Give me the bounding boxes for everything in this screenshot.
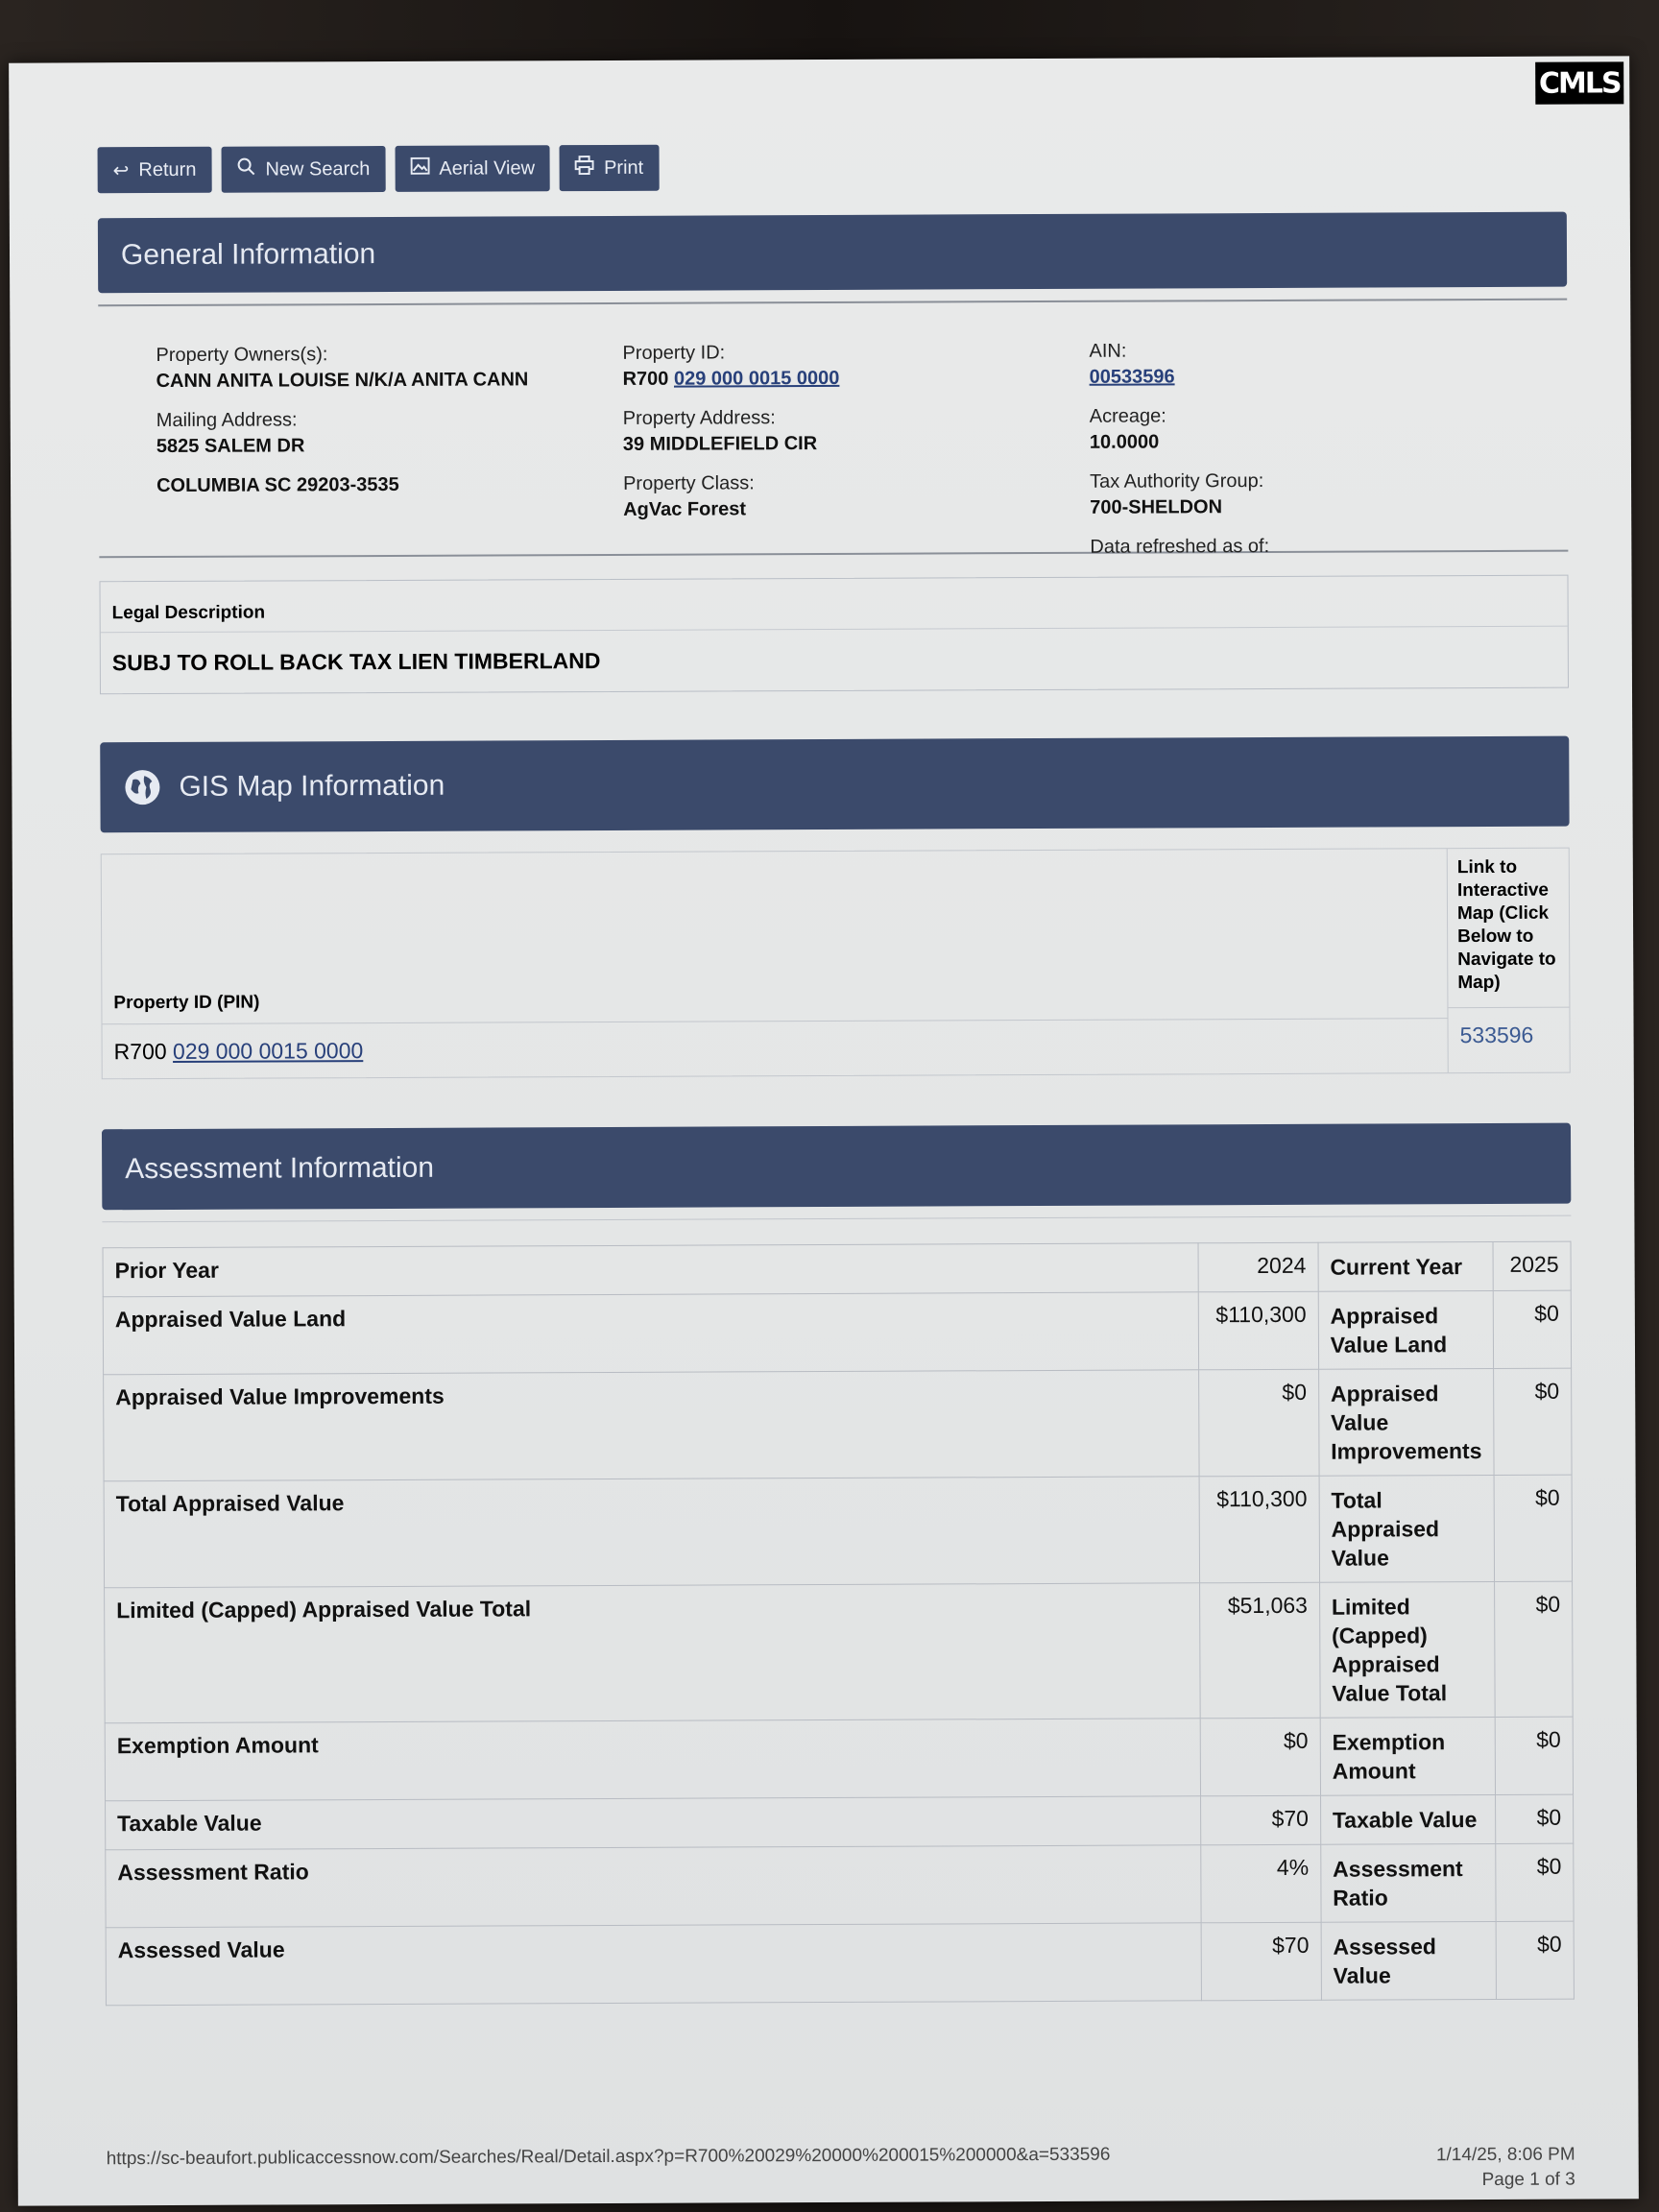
row-label: Appraised Value Improvements [104, 1370, 1199, 1481]
divider [98, 299, 1567, 307]
current-year-label: Assessment Ratio [1321, 1843, 1497, 1922]
current-year-amount: $0 [1494, 1475, 1572, 1581]
acreage-label: Acreage: [1089, 405, 1166, 427]
image-icon [410, 157, 429, 180]
property-id-label: Property ID: [622, 342, 726, 364]
return-arrow-icon: ↩ [112, 159, 130, 181]
assessment-information-header [102, 1123, 1571, 1211]
mailing-address-label: Mailing Address: [156, 409, 298, 432]
assessment-row [106, 1843, 1574, 1928]
interactive-map-link[interactable]: 533596 [1459, 1022, 1534, 1047]
prior-year-amount: $110,300 [1199, 1476, 1319, 1583]
footer-page-number: Page 1 of 3 [1481, 2169, 1575, 2191]
current-year-label: Taxable Value [1320, 1794, 1495, 1844]
current-year-amount: $0 [1494, 1368, 1572, 1475]
tax-authority-label: Tax Authority Group: [1090, 469, 1264, 493]
property-id-prefix: R700 [622, 368, 669, 390]
legal-description-value: SUBJ TO ROLL BACK TAX LIEN TIMBERLAND [111, 648, 601, 676]
current-year-label: Assessed Value [1321, 1921, 1497, 2000]
row-label: Exemption Amount [105, 1719, 1200, 1801]
current-year-label: Appraised Value Land [1318, 1290, 1494, 1369]
toolbar [98, 141, 1567, 194]
cmls-watermark-logo: CMLS [1535, 61, 1623, 104]
general-information-title: General Information [120, 238, 376, 272]
property-id-value [623, 368, 840, 391]
data-refreshed-label: Data refreshed as of: [1090, 535, 1270, 558]
footer-url: https://sc-beaufort.publicaccessnow.com/Searches/Real/Detail.aspx?p=R700%20029%20000%200015%200000&a=533596 [106, 2144, 1111, 2170]
prior-year-amount: $0 [1198, 1369, 1318, 1477]
pin-link[interactable]: 029 000 0015 0000 [172, 1037, 364, 1064]
pin-column-header: Property ID (PIN) [102, 849, 1448, 1024]
row-label: Taxable Value [106, 1796, 1201, 1850]
assessment-information-title: Assessment Information [125, 1151, 435, 1186]
gis-map-link-column [1447, 849, 1570, 1073]
assessment-row [106, 1794, 1574, 1850]
print-button[interactable] [560, 145, 659, 191]
tax-authority-value: 700-SHELDON [1090, 496, 1223, 518]
assessment-row [106, 1921, 1574, 2006]
row-label: Assessment Ratio [106, 1845, 1201, 1928]
ain-column [1089, 340, 1269, 563]
assessment-rows [103, 1290, 1574, 2006]
current-year-label: Limited (Capped) Appraised Value Total [1319, 1581, 1495, 1718]
assessment-header-row [103, 1241, 1571, 1297]
current-year-amount: $0 [1496, 1843, 1574, 1921]
owner-column [156, 343, 529, 515]
new-search-label: New Search [265, 157, 371, 180]
new-search-button[interactable] [221, 146, 385, 193]
assessment-row [104, 1368, 1572, 1481]
property-class-value: AgVac Forest [623, 498, 747, 520]
owners-value: CANN ANITA LOUISE N/K/A ANITA CANN [156, 369, 529, 393]
current-year-amount: $0 [1496, 1794, 1574, 1843]
assessment-row [105, 1717, 1573, 1801]
property-class-label: Property Class: [623, 472, 755, 494]
prior-year-amount: $70 [1200, 1795, 1320, 1845]
current-year-label: Appraised Value Improvements [1318, 1368, 1494, 1476]
assessment-row [104, 1475, 1572, 1588]
prior-year-amount: 4% [1201, 1844, 1321, 1923]
ain-label: AIN: [1089, 340, 1127, 362]
prior-year-header: Prior Year [103, 1243, 1198, 1297]
current-year-amount: $0 [1495, 1717, 1573, 1794]
gis-table [101, 848, 1571, 1080]
general-information-body [98, 310, 1568, 557]
globe-icon [123, 768, 161, 806]
print-label: Print [603, 156, 644, 179]
print-footer [106, 2143, 1575, 2191]
acreage-value: 10.0000 [1089, 431, 1160, 453]
current-year-amount: $0 [1496, 1921, 1574, 1999]
pin-prefix: R700 [113, 1038, 167, 1064]
property-address-value: 39 MIDDLEFIELD CIR [622, 433, 818, 455]
current-year-label: Exemption Amount [1320, 1717, 1496, 1795]
general-information-header [98, 212, 1567, 294]
footer-datetime: 1/14/25, 8:06 PM [1435, 2144, 1575, 2166]
prior-year-amount: $70 [1201, 1922, 1321, 2001]
aerial-view-button[interactable] [395, 145, 550, 192]
ain-link[interactable]: 00533596 [1089, 366, 1175, 388]
current-year-amount: $0 [1493, 1290, 1571, 1368]
legal-description-heading: Legal Description [100, 576, 1567, 634]
gis-pin-column [102, 849, 1448, 1078]
prior-year-amount: $0 [1200, 1718, 1320, 1796]
divider [102, 1215, 1571, 1223]
row-label: Total Appraised Value [104, 1477, 1199, 1588]
current-year-value: 2025 [1493, 1241, 1571, 1290]
prior-year-amount: $51,063 [1199, 1582, 1320, 1719]
printer-icon [575, 156, 594, 180]
pin-cell [103, 1019, 1448, 1078]
mailing-address-line2: COLUMBIA SC 29203-3535 [156, 473, 399, 497]
prior-year-value: 2024 [1198, 1242, 1318, 1292]
legal-description-box [99, 575, 1569, 695]
search-icon [236, 157, 255, 182]
map-link-column-header: Link to Interactive Map (Click Below to Navigate to Map) [1448, 849, 1570, 1009]
assessment-row [105, 1581, 1574, 1723]
aerial-view-label: Aerial View [439, 156, 536, 180]
row-label: Appraised Value Land [103, 1292, 1198, 1375]
row-label: Assessed Value [106, 1923, 1201, 2006]
assessment-row [103, 1290, 1571, 1375]
footer-date-block [1436, 2143, 1575, 2194]
property-address-label: Property Address: [622, 407, 776, 429]
gis-map-information-header [100, 736, 1569, 833]
printed-page [9, 56, 1639, 2205]
return-label: Return [138, 158, 197, 180]
property-id-link[interactable]: 029 000 0015 0000 [673, 367, 840, 390]
return-button[interactable] [98, 147, 212, 194]
current-year-header: Current Year [1318, 1241, 1493, 1291]
assessment-table [103, 1241, 1575, 2007]
gis-map-information-title: GIS Map Information [179, 769, 445, 803]
prior-year-amount: $110,300 [1198, 1291, 1318, 1370]
current-year-amount: $0 [1495, 1581, 1574, 1717]
mailing-address-line1: 5825 SALEM DR [156, 435, 305, 458]
owners-label: Property Owners(s): [156, 344, 328, 367]
row-label: Limited (Capped) Appraised Value Total [105, 1583, 1200, 1723]
page-content [98, 141, 1575, 2191]
property-column [622, 342, 840, 539]
current-year-label: Total Appraised Value [1319, 1475, 1495, 1582]
